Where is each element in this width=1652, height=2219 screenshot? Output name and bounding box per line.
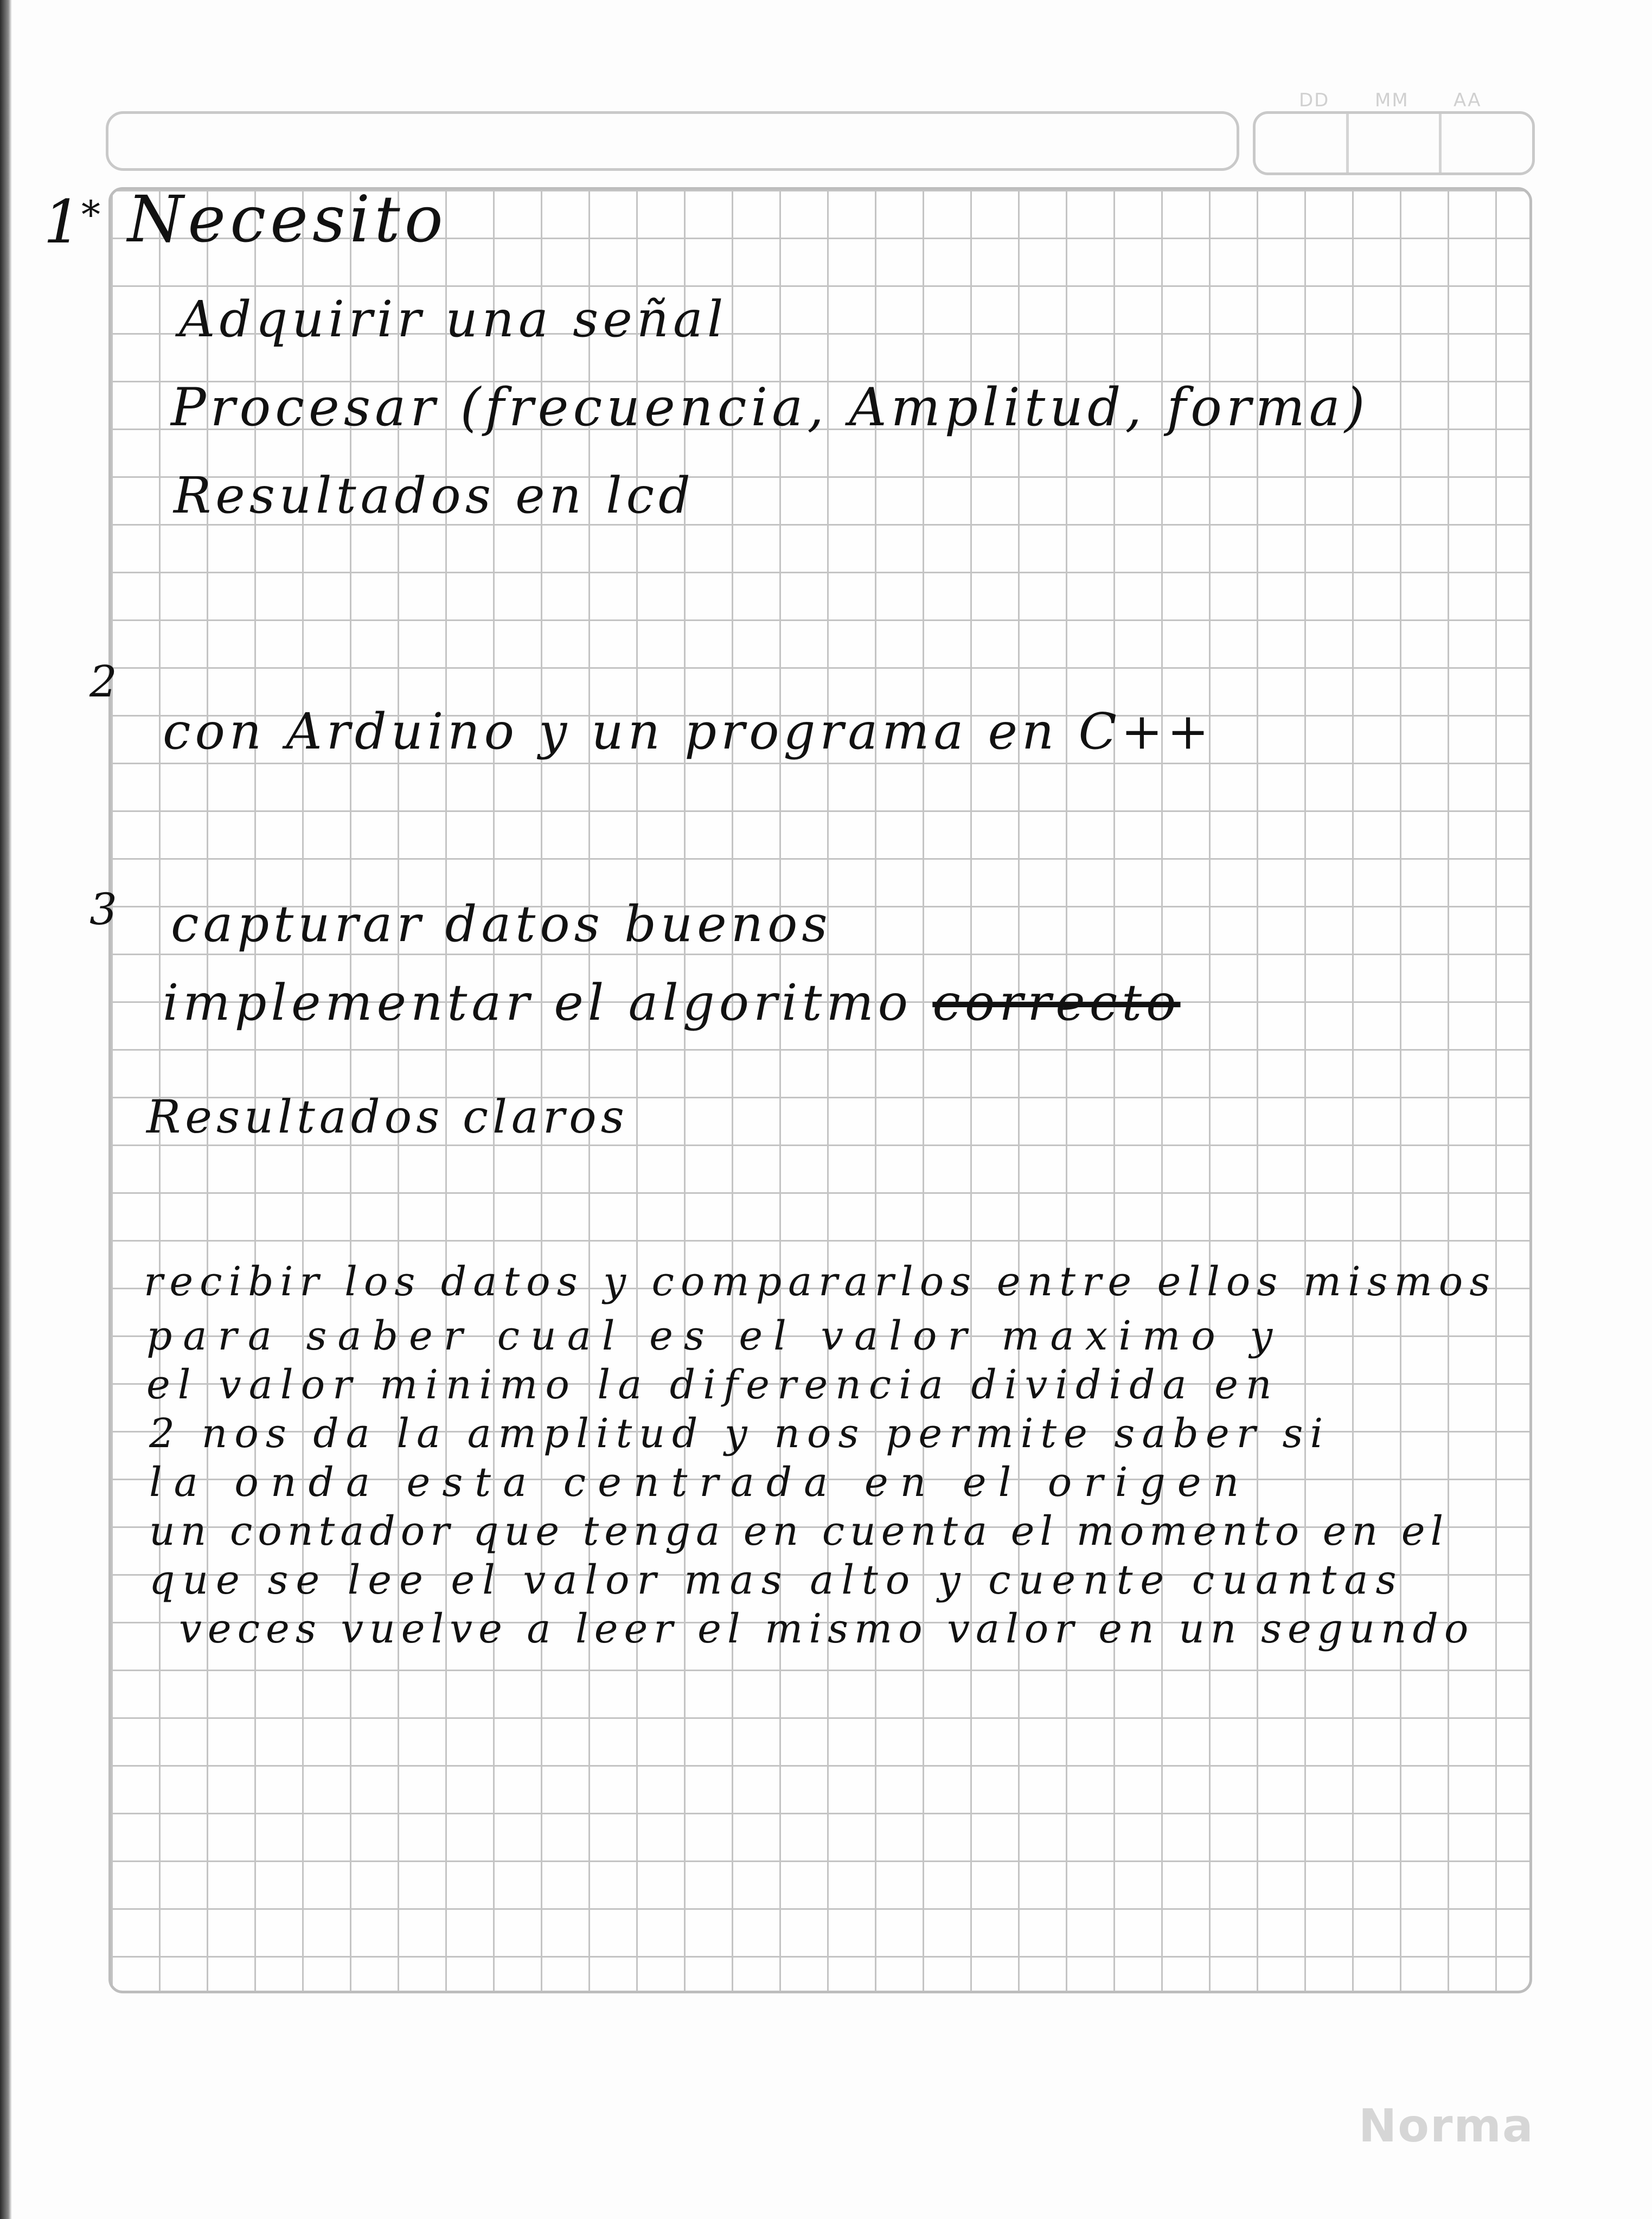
section-1-line-2: Procesar (frecuencia, Amplitud, forma): [171, 377, 1369, 438]
section-1-line-3: Resultados en lcd: [174, 466, 695, 525]
date-label-month: MM: [1375, 89, 1409, 111]
section-3-number: 3: [89, 884, 121, 935]
paragraph-line-2: para saber cual es el valor maximo y: [146, 1313, 1284, 1359]
paragraph-line-4: 2 nos da la amplitud y nos permite saber si: [149, 1410, 1330, 1457]
paragraph-line-1: recibir los datos y compararlos entre ellos mismos: [144, 1258, 1497, 1305]
section-3-line-1: capturar datos buenos: [171, 895, 832, 953]
paragraph-line-7: que se lee el valor mas alto y cuente cuantas: [149, 1557, 1404, 1603]
date-cell-day: [1256, 114, 1349, 172]
paragraph-line-8: veces vuelve a leer el mismo valor en un segundo: [179, 1606, 1475, 1652]
asterisk-mark: *: [81, 193, 105, 237]
date-cell-month: [1349, 114, 1442, 172]
paragraph-line-5: la onda esta centrada en el origen: [149, 1459, 1251, 1506]
notebook-spine-edge: [0, 0, 12, 2219]
section-2-number: 2: [89, 656, 121, 707]
date-label-day: DD: [1299, 89, 1330, 111]
section-3-line-2-text: implementar el algoritmo: [163, 974, 913, 1032]
paragraph-line-3: el valor minimo la diferencia dividida en: [146, 1361, 1279, 1408]
section-1-title: Necesito: [127, 182, 447, 257]
section-2-line-1: con Arduino y un programa en C++: [163, 702, 1214, 760]
date-label-year: AA: [1453, 89, 1482, 111]
date-field-box: [1253, 111, 1535, 175]
section-1-number: 1: [43, 187, 86, 257]
section-3-line-2: [163, 974, 1181, 1032]
section-3-line-3: Resultados claros: [146, 1090, 629, 1143]
section-1-line-1: Adquirir una señal: [179, 290, 728, 348]
norma-brand-logo: Norma: [1359, 2099, 1534, 2152]
title-field-box: [106, 111, 1239, 171]
paragraph-line-6: un contador que tenga en cuenta el momento en el: [149, 1508, 1449, 1555]
struck-word: correcto: [932, 974, 1181, 1032]
date-cell-year: [1442, 114, 1532, 172]
